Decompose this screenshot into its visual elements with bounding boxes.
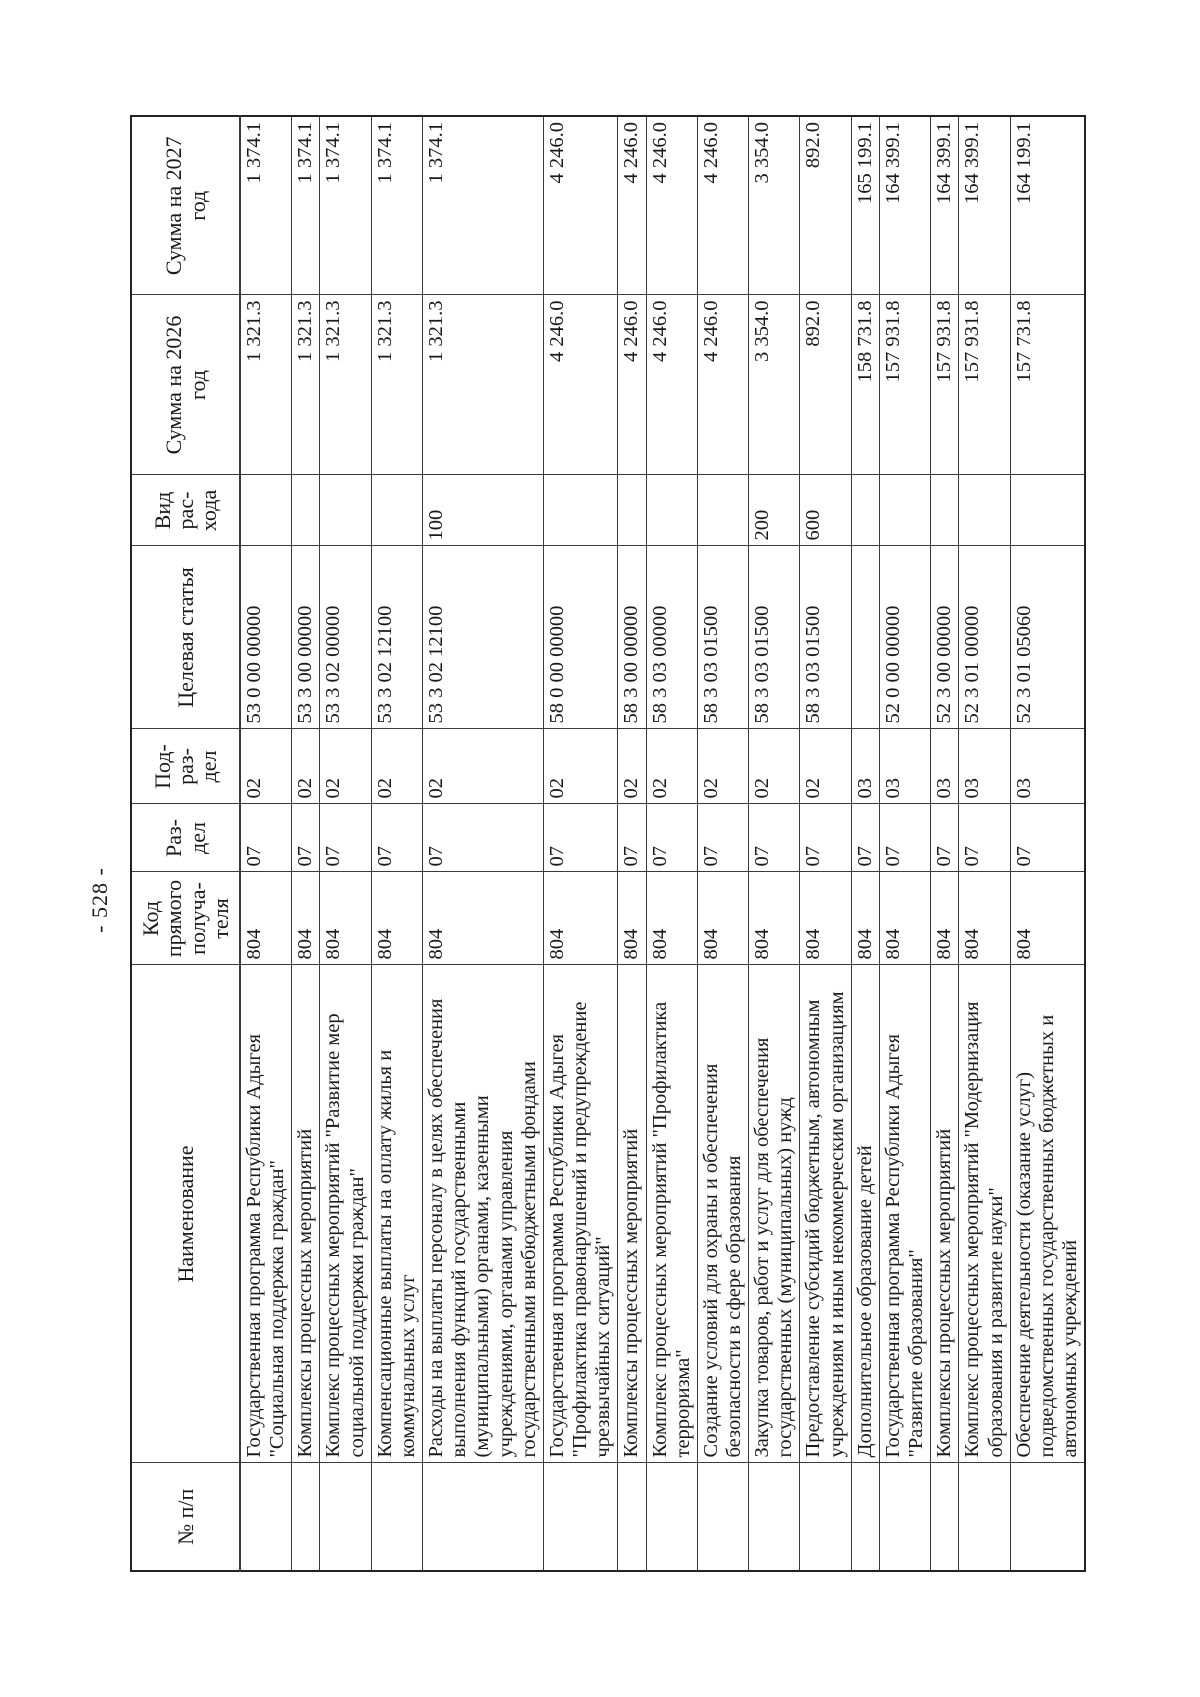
cell-recipient-code: 804 [423,872,544,965]
cell-sum-2026: 4 246.0 [543,295,617,475]
cell-target-article: 58 3 03 01500 [800,546,851,729]
cell-expense-type [240,475,292,546]
table-row [320,116,371,1571]
cell-sum-2026: 158 731.8 [851,295,879,475]
cell-subsection: 02 [749,729,800,804]
cell-section: 07 [1010,804,1085,872]
table-row [618,116,646,1571]
cell-sum-2027: 1 374.1 [292,116,320,295]
cell-section: 07 [749,804,800,872]
cell-section: 07 [697,804,748,872]
cell-sum-2026: 1 321.3 [371,295,422,475]
page-number [88,840,112,960]
table-row [959,116,1010,1571]
cell-recipient-code: 804 [320,872,371,965]
cell-recipient-code: 804 [371,872,422,965]
cell-name: Комплекс процессных мероприятий "Развитие мер социальной поддержки граждан" [320,965,371,1463]
cell-recipient-code: 804 [1010,872,1085,965]
cell-num [959,1463,1010,1571]
cell-target-article: 53 0 00 00000 [240,546,292,729]
cell-sum-2026: 1 321.3 [240,295,292,475]
cell-num [292,1463,320,1571]
cell-expense-type [879,475,930,546]
table-row [879,116,930,1571]
cell-subsection: 02 [371,729,422,804]
cell-sum-2027: 1 374.1 [371,116,422,295]
cell-target-article: 53 3 02 12100 [423,546,544,729]
header-name: Наименование [131,965,240,1463]
cell-subsection: 02 [423,729,544,804]
cell-name: Создание условий для охраны и обеспечения безопасности в сфере образования [697,965,748,1463]
cell-section: 07 [240,804,292,872]
cell-section: 07 [851,804,879,872]
cell-sum-2027: 1 374.1 [320,116,371,295]
header-num: № п/п [131,1463,240,1571]
table-row [1010,116,1085,1571]
cell-sum-2027: 892.0 [800,116,851,295]
table-row [646,116,697,1571]
cell-sum-2027: 164 399.1 [879,116,930,295]
cell-num [851,1463,879,1571]
cell-recipient-code: 804 [646,872,697,965]
table-row [423,116,544,1571]
table-row [292,116,320,1571]
cell-expense-type: 100 [423,475,544,546]
cell-sum-2027: 4 246.0 [618,116,646,295]
cell-num [423,1463,544,1571]
cell-recipient-code: 804 [240,872,292,965]
cell-sum-2026: 892.0 [800,295,851,475]
cell-section: 07 [959,804,1010,872]
header-target-article: Целевая статья [131,546,240,729]
cell-sum-2027: 164 199.1 [1010,116,1085,295]
cell-name: Предоставление субсидий бюджетным, автономным учреждениям и иным некоммерческим организациям [800,965,851,1463]
cell-recipient-code: 804 [697,872,748,965]
header-recipient-code: Код прямого получа-теля [131,872,240,965]
cell-section: 07 [320,804,371,872]
cell-expense-type [618,475,646,546]
cell-num [371,1463,422,1571]
cell-expense-type: 200 [749,475,800,546]
cell-expense-type [959,475,1010,546]
cell-subsection: 02 [240,729,292,804]
cell-sum-2027: 1 374.1 [423,116,544,295]
cell-target-article: 58 3 03 00000 [646,546,697,729]
header-subsection: Под-раз-дел [131,729,240,804]
cell-expense-type [543,475,617,546]
cell-target-article: 58 0 00 00000 [543,546,617,729]
cell-num [618,1463,646,1571]
cell-sum-2026: 3 354.0 [749,295,800,475]
cell-num [646,1463,697,1571]
cell-sum-2026: 157 931.8 [959,295,1010,475]
cell-name: Государственная программа Республики Адыгея "Социальная поддержка граждан" [240,965,292,1463]
cell-target-article: 53 3 00 00000 [292,546,320,729]
cell-section: 07 [543,804,617,872]
cell-subsection: 02 [543,729,617,804]
cell-target-article: 58 3 03 01500 [749,546,800,729]
table-header [131,116,240,1571]
cell-target-article: 52 3 01 00000 [959,546,1010,729]
cell-name: Комплекс процессных мероприятий "Модернизация образования и развитие науки" [959,965,1010,1463]
cell-subsection: 03 [851,729,879,804]
cell-sum-2026: 1 321.3 [423,295,544,475]
cell-expense-type [371,475,422,546]
cell-num [879,1463,930,1571]
cell-sum-2027: 164 399.1 [959,116,1010,295]
cell-sum-2026: 157 931.8 [879,295,930,475]
cell-subsection: 02 [697,729,748,804]
cell-num [800,1463,851,1571]
cell-sum-2026: 1 321.3 [320,295,371,475]
cell-num [543,1463,617,1571]
cell-target-article: 52 0 00 00000 [879,546,930,729]
header-sum-2027: Сумма на 2027 год [131,116,240,295]
header-section: Раз-дел [131,804,240,872]
cell-sum-2027: 4 246.0 [543,116,617,295]
table-row [851,116,879,1571]
cell-section: 07 [423,804,544,872]
cell-target-article [851,546,879,729]
table-row [749,116,800,1571]
cell-sum-2026: 1 321.3 [292,295,320,475]
cell-name: Комплексы процессных мероприятий [618,965,646,1463]
cell-sum-2027: 4 246.0 [646,116,697,295]
cell-section: 07 [371,804,422,872]
cell-subsection: 03 [931,729,959,804]
cell-target-article: 52 3 01 05060 [1010,546,1085,729]
cell-subsection: 02 [292,729,320,804]
cell-recipient-code: 804 [879,872,930,965]
cell-name: Государственная программа Республики Адыгея "Профилактика правонарушений и предупреждение чрезвычайных ситуаций" [543,965,617,1463]
cell-subsection: 03 [879,729,930,804]
page-number-text: - 528 - [87,867,112,933]
cell-expense-type [292,475,320,546]
table-row [543,116,617,1571]
cell-section: 07 [800,804,851,872]
cell-section: 07 [646,804,697,872]
cell-recipient-code: 804 [959,872,1010,965]
cell-name: Дополнительное образование детей [851,965,879,1463]
cell-section: 07 [618,804,646,872]
cell-expense-type: 600 [800,475,851,546]
cell-target-article: 52 3 00 00000 [931,546,959,729]
cell-expense-type [1010,475,1085,546]
cell-sum-2026: 4 246.0 [697,295,748,475]
cell-recipient-code: 804 [618,872,646,965]
cell-section: 07 [931,804,959,872]
cell-name: Государственная программа Республики Адыгея "Развитие образования" [879,965,930,1463]
cell-expense-type [697,475,748,546]
cell-name: Закупка товаров, работ и услуг для обеспечения государственных (муниципальных) нужд [749,965,800,1463]
cell-recipient-code: 804 [851,872,879,965]
cell-sum-2026: 4 246.0 [618,295,646,475]
table-row [240,116,292,1571]
cell-name: Расходы на выплаты персоналу в целях обеспечения выполнения функций государственными (муниципальными) органами, казенными учреждениями, органами управления государственными внебюджетными фондами [423,965,544,1463]
cell-recipient-code: 804 [292,872,320,965]
cell-subsection: 02 [646,729,697,804]
cell-section: 07 [879,804,930,872]
cell-target-article: 58 3 00 00000 [618,546,646,729]
budget-table [130,115,1086,1572]
cell-num [320,1463,371,1571]
table-row [800,116,851,1571]
cell-name: Компенсационные выплаты на оплату жилья и коммунальных услуг [371,965,422,1463]
table-body [240,116,1085,1571]
cell-recipient-code: 804 [749,872,800,965]
cell-sum-2027: 165 199.1 [851,116,879,295]
cell-subsection: 03 [959,729,1010,804]
header-expense-type: Вид рас-хода [131,475,240,546]
cell-expense-type [931,475,959,546]
cell-name: Комплекс процессных мероприятий "Профилактика терроризма" [646,965,697,1463]
cell-num [1010,1463,1085,1571]
cell-num [697,1463,748,1571]
cell-subsection: 03 [1010,729,1085,804]
cell-sum-2026: 157 931.8 [931,295,959,475]
cell-expense-type [851,475,879,546]
rotated-page-content [130,117,1110,1572]
cell-recipient-code: 804 [800,872,851,965]
cell-subsection: 02 [320,729,371,804]
cell-recipient-code: 804 [543,872,617,965]
cell-sum-2026: 157 731.8 [1010,295,1085,475]
cell-name: Комплексы процессных мероприятий [292,965,320,1463]
cell-sum-2027: 4 246.0 [697,116,748,295]
cell-expense-type [320,475,371,546]
table-row [697,116,748,1571]
cell-name: Комплексы процессных мероприятий [931,965,959,1463]
cell-target-article: 58 3 03 01500 [697,546,748,729]
cell-target-article: 53 3 02 12100 [371,546,422,729]
cell-subsection: 02 [800,729,851,804]
cell-recipient-code: 804 [931,872,959,965]
cell-name: Обеспечение деятельности (оказание услуг) подведомственных государственных бюджетных и автономных учреждений [1010,965,1085,1463]
cell-num [240,1463,292,1571]
cell-section: 07 [292,804,320,872]
cell-target-article: 53 3 02 00000 [320,546,371,729]
cell-sum-2027: 3 354.0 [749,116,800,295]
cell-sum-2027: 164 399.1 [931,116,959,295]
cell-num [749,1463,800,1571]
cell-sum-2026: 4 246.0 [646,295,697,475]
cell-expense-type [646,475,697,546]
cell-sum-2027: 1 374.1 [240,116,292,295]
cell-subsection: 02 [618,729,646,804]
table-row [371,116,422,1571]
cell-num [931,1463,959,1571]
table-row [931,116,959,1571]
header-sum-2026: Сумма на 2026 год [131,295,240,475]
